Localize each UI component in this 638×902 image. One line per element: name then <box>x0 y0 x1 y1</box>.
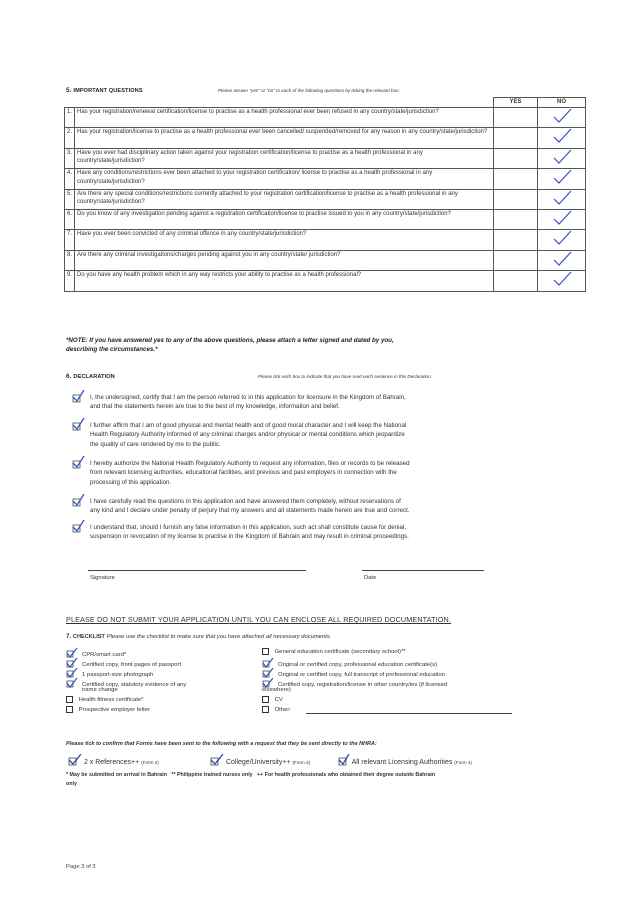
check-icon <box>551 169 573 185</box>
warning-text: PLEASE DO NOT SUBMIT YOUR APPLICATION UNTIL YOU CAN ENCLOSE ALL REQUIRED DOCUMENTATION. <box>66 615 452 624</box>
check-icon <box>72 520 86 534</box>
check-icon <box>551 128 573 144</box>
no-answer-cell[interactable] <box>538 128 586 148</box>
question-number: 4. <box>65 169 75 189</box>
declaration-line: I further affirm that I am of good physical and mental health and of good moral character and I will keep the National <box>90 422 407 429</box>
question-text: Are there any criminal investigations/charges pending against you in any country/state/ jurisdiction? <box>75 250 494 270</box>
question-row <box>65 271 586 291</box>
check-icon <box>338 754 350 766</box>
check-icon <box>551 108 573 124</box>
no-answer-cell[interactable] <box>538 230 586 250</box>
check-icon <box>262 668 274 678</box>
check-icon <box>551 251 573 267</box>
section6-instruction: Please tick each box to indicate that you have read each sentence in this Declaration. <box>258 374 432 379</box>
declaration-line: suspension or revocation of my license to practise in the Kingdom of Bahrain and may result in criminal proceedings. <box>90 533 409 541</box>
question-text: Do you know of any investigation pending against a registration certification/license to practise issued to you in any country/state/jurisdiction? <box>75 210 494 230</box>
yes-answer-cell[interactable] <box>494 230 538 250</box>
question-number: 6. <box>65 210 75 230</box>
checkbox-icon <box>262 696 269 703</box>
declaration-line: from relevant licensing authorities, educational facilities, and previous and past employers in connection with the <box>90 469 397 477</box>
question-row <box>65 128 586 148</box>
declaration-line: and that the statements herein are true to the best of my knowledge, information and belief. <box>90 403 340 411</box>
yes-answer-cell[interactable] <box>494 148 538 168</box>
table-header-blank <box>65 98 494 108</box>
yes-answer-cell[interactable] <box>494 250 538 270</box>
note-text <box>66 336 586 354</box>
question-number: 1. <box>65 108 75 128</box>
declaration-line: I understand that, should I furnish any false information in this application, such act shall constitute cause for denial, <box>90 524 407 531</box>
declaration-line: I have carefully read the questions in this application and have answered them completely, without reservations of <box>90 498 401 505</box>
check-icon <box>72 494 86 508</box>
declaration-line: I, the undersigned, certify that I am the person referred to in this application for licensure in the Kingdom of Bahrain, <box>90 394 406 401</box>
question-row <box>65 169 586 189</box>
section6-title: 6. DECLARATION <box>66 373 115 380</box>
checklist-item[interactable]: CV <box>262 696 283 704</box>
question-row <box>65 148 586 168</box>
date-label: Date <box>364 575 377 581</box>
no-answer-cell[interactable] <box>538 271 586 291</box>
check-icon <box>551 149 573 165</box>
checklist-item[interactable]: Prospective employer letter <box>66 706 150 714</box>
declaration-line: the quality of care rendered by me to the public. <box>90 440 221 448</box>
yes-answer-cell[interactable] <box>494 108 538 128</box>
question-row <box>65 250 586 270</box>
signature-label: Signature <box>90 575 115 581</box>
checklist-item[interactable]: Original or certified copy, professional education certificate(s) <box>262 658 437 669</box>
check-icon <box>210 754 224 766</box>
section7-header: 7. CHECKLIST Please use the checklist to make sure that you have attached all necessary documents. <box>66 633 332 640</box>
declaration-checkbox[interactable] <box>72 520 86 539</box>
footnote-continued: only <box>66 781 77 787</box>
other-input-line[interactable] <box>306 713 512 714</box>
declaration-line: any kind and I declare under penalty of perjury that my answers and all statements made herein are true and correct. <box>90 507 410 515</box>
declaration-line: Health Regulatory Authority informed of any criminal charges and/or physical or mental conditions which jeopardize <box>90 431 405 439</box>
question-row <box>65 189 586 209</box>
checklist-item[interactable]: Other: <box>262 706 291 714</box>
check-icon <box>72 456 86 470</box>
declaration-checkbox[interactable] <box>72 390 86 409</box>
no-answer-cell[interactable] <box>538 250 586 270</box>
check-icon <box>68 754 82 766</box>
yes-column-header: YES <box>494 98 538 108</box>
yes-answer-cell[interactable] <box>494 169 538 189</box>
no-answer-cell[interactable] <box>538 108 586 128</box>
signature-line[interactable] <box>88 570 306 571</box>
no-answer-cell[interactable] <box>538 189 586 209</box>
question-row <box>65 210 586 230</box>
yes-answer-cell[interactable] <box>494 271 538 291</box>
checklist-item-continued: name change <box>82 687 118 693</box>
check-icon <box>66 678 78 688</box>
check-icon <box>72 390 86 404</box>
yes-answer-cell[interactable] <box>494 128 538 148</box>
checklist-item[interactable]: Health fitness certificate* <box>66 696 143 704</box>
checklist-item[interactable]: Certified copy, statutory evidence of any <box>66 678 186 689</box>
check-icon <box>551 190 573 206</box>
declaration-checkbox[interactable] <box>72 456 86 475</box>
forms-instruction: Please tick to confirm that Forms have been sent to the following with a request that they be sent directly to the NHRA: <box>66 741 377 747</box>
declaration-line: processing of this application. <box>90 478 172 486</box>
no-answer-cell[interactable] <box>538 169 586 189</box>
declaration-line: I hereby authorize the National Health Regulatory Authority to request any information, files or records to be released <box>90 460 410 467</box>
footnotes: * May be submitted on arrival in Bahrain ** Philippine trained nurses only ++ For health professionals who obtained their degree outside Bahrain <box>66 772 436 778</box>
checklist-item[interactable]: Original or certified copy, full transcript of professional education <box>262 668 445 679</box>
checkbox-icon <box>66 706 73 713</box>
check-icon <box>551 271 573 287</box>
date-line[interactable] <box>362 570 484 571</box>
check-icon <box>551 210 573 226</box>
declaration-checkbox[interactable] <box>72 418 86 437</box>
note-line-1: *NOTE: If you have answered yes to any of the above questions, please attach a letter signed and dated by you, <box>66 337 394 344</box>
question-row <box>65 108 586 128</box>
declaration-checkbox[interactable] <box>72 494 86 513</box>
question-text: Has your registration/license to practise as a health professional ever been cancelled/ suspended/removed for any reason in any country/state/jurisdiction? <box>75 128 494 148</box>
table-header-row <box>65 98 586 108</box>
note-line-2: describing the circumstances.* <box>66 346 158 353</box>
question-number: 9. <box>65 271 75 291</box>
check-icon <box>551 230 573 246</box>
question-number: 7. <box>65 230 75 250</box>
questions-table <box>64 97 586 292</box>
question-text: Have any conditions/restrictions ever been attached to your registration certification/ license to practise as a health professional in any country/state/jurisdiction? <box>75 169 494 189</box>
checkbox-icon <box>66 696 73 703</box>
check-icon <box>262 658 274 668</box>
check-icon <box>66 668 78 678</box>
check-icon <box>66 658 78 668</box>
no-column-header: NO <box>538 98 586 108</box>
checklist-item[interactable]: Certified copy, registration/license in other country/ies (if licensed <box>262 678 447 689</box>
yes-answer-cell[interactable] <box>494 210 538 230</box>
checklist-item[interactable]: CPR/smart card* <box>66 648 126 659</box>
question-number: 5. <box>65 189 75 209</box>
section5-title: 5. IMPORTANT QUESTIONS <box>66 87 143 94</box>
checkbox-icon <box>262 706 269 713</box>
checklist-item[interactable]: 1 passport-size photograph <box>66 668 153 679</box>
form-licensing[interactable]: All relevant Licensing Authorities (Form 4) <box>338 754 472 766</box>
question-number: 3. <box>65 148 75 168</box>
question-text: Have you ever been convicted of any criminal offence in any country/state/jurisdiction? <box>75 230 494 250</box>
checkbox-icon <box>262 648 269 655</box>
checklist-item[interactable]: General education certificate (secondary school)** <box>262 648 406 656</box>
question-text: Has your registration/renewal certification/license to practise as a health professional ever been refused in any country/state/jurisdiction? <box>75 108 494 128</box>
question-text: Have you ever had disciplinary action taken against your registration certification/license to practise as a health professional in any country/state/jurisdiction? <box>75 148 494 168</box>
question-number: 2. <box>65 128 75 148</box>
question-text: Do you have any health problem which in any way restricts your ability to practise as a health professional? <box>75 271 494 291</box>
section5-instruction: Please answer "yes" or "no" to each of the following questions by ticking the relevant box: <box>218 88 400 93</box>
no-answer-cell[interactable] <box>538 148 586 168</box>
check-icon <box>72 418 86 432</box>
form-references[interactable]: 2 x References++ (Form 2) <box>68 754 159 766</box>
no-answer-cell[interactable] <box>538 210 586 230</box>
page-number: Page 3 of 3 <box>66 864 96 870</box>
form-college[interactable]: College/University++ (Form 3) <box>210 754 310 766</box>
yes-answer-cell[interactable] <box>494 189 538 209</box>
check-icon <box>66 648 78 658</box>
question-row <box>65 230 586 250</box>
question-number: 8. <box>65 250 75 270</box>
checklist-item-continued: elsewhere) <box>262 687 291 693</box>
question-text: Are there any special conditions/restrictions currently attached to your registration certification/license to practise as a health professional in any country/state/jurisdiction? <box>75 189 494 209</box>
checklist-item[interactable]: Certified copy, front pages of passport <box>66 658 181 669</box>
